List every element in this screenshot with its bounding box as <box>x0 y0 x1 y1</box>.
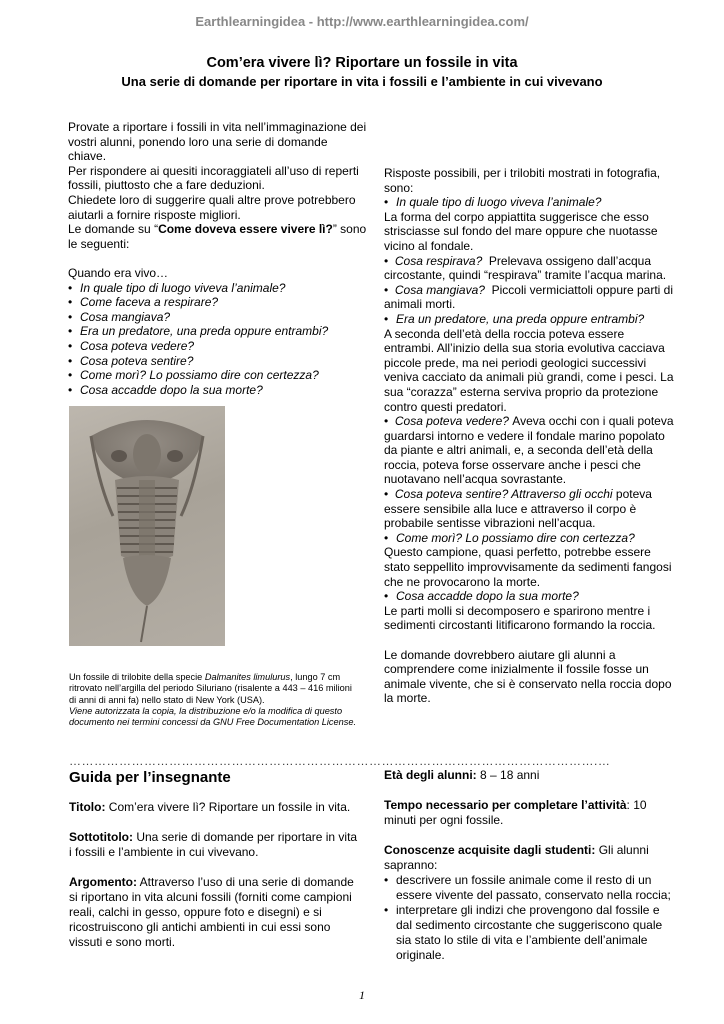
bullet-icon: • <box>68 309 73 324</box>
intro-paragraph: Per rispondere ai quesiti incoraggiateli all’uso di reperti fossili, piuttosto che a fare deduzioni. <box>68 163 359 193</box>
answer-item: • Cosa poteva vedere? Aveva occhi con i quali poteva guardarsi intorno e vedere il fondale marino popolato da piante e altri animali, e, a seconda dell’età della roccia, poteva forse osservare anche i pesci che nuotavano nell’acqua sovrastante. <box>384 414 674 487</box>
bullet-icon: • <box>68 368 73 383</box>
guide-subtitle-field: Sottotitolo: Una serie di domande per riportare in vita i fossili e l’ambiente in cui vivevano. <box>69 830 358 859</box>
bullet-icon: • <box>384 873 389 887</box>
when-alive-label: Quando era vivo… <box>68 265 169 280</box>
intro-paragraph: Le domande su “Come doveva essere vivere lì?” sono le seguenti: <box>68 222 367 251</box>
key-question-bold: Come doveva essere vivere lì? <box>158 222 333 237</box>
intro-paragraph: Chiedete loro di suggerire quali altre prove potrebbero aiutarli a fornire risposte migliori. <box>68 192 356 222</box>
bullet-icon: • <box>68 338 73 353</box>
answers-column <box>384 166 674 706</box>
question-item: • Cosa accadde dopo la sua morte? <box>68 382 263 397</box>
outcome-item: • interpretare gli indizi che provengono dal fossile e dal sedimento circostante che suggeriscono quale sia stato lo stile di vita e l’ambiente dell’animale originale. <box>384 903 663 962</box>
intro-column <box>68 120 368 397</box>
guide-title-field: Titolo: Com’era vivere lì? Riportare un fossile in vita. <box>69 800 351 814</box>
answer-item: • Cosa mangiava? Piccoli vermiciattoli oppure parti di animali morti. <box>384 282 674 312</box>
license-note: Viene autorizzata la copia, la distribuzione e/o la modifica di questo documento nei termini concessi da GNU Free Documentation License. <box>69 705 356 728</box>
guide-left-column <box>69 800 359 965</box>
question-item: • Come morì? Lo possiamo dire con certezza? <box>68 368 319 383</box>
question-item: • Come faceva a respirare? <box>68 295 219 310</box>
bullet-icon: • <box>68 324 73 339</box>
question-item: • Cosa poteva sentire? <box>68 353 194 368</box>
answers-closing: Le domande dovrebbero aiutare gli alunni a comprendere come inizialmente il fossile fosse un animale vivente, che si è conservato nella roccia dopo la morte. <box>384 647 672 706</box>
outcome-item: • descrivere un fossile animale come il resto di un essere vivente del passato, conservato nella roccia; <box>384 873 671 902</box>
teacher-guide-heading: Guida per l’insegnante <box>69 769 231 786</box>
photo-caption: Un fossile di trilobite della specie Dalmanites limulurus, lungo 7 cm ritrovato nell’argilla del periodo Siluriano (risalente a 443 – 416 milioni di anni di anni fa) nello stato di New York (USA). Viene autorizzata la copia, la distribuzione e/o la modifica di questo documento nei termini concessi da GNU Free Documentation License. <box>69 672 359 728</box>
bullet-icon: • <box>384 903 389 917</box>
bullet-icon: • <box>384 487 395 502</box>
site-header: Earthlearningidea - http://www.earthlearningidea.com/ <box>195 14 529 29</box>
bullet-icon: • <box>68 382 73 397</box>
question-item: • In quale tipo di luogo viveva l’animale? <box>68 280 286 295</box>
page-subtitle: Una serie di domande per riportare in vita i fossili e l’ambiente in cui vivevano <box>121 74 603 89</box>
guide-right-column <box>384 768 676 963</box>
answer-question: • Come morì? Lo possiamo dire con certezza? <box>384 530 635 545</box>
answer-question: • In quale tipo di luogo viveva l’animale? <box>384 195 602 210</box>
intro-paragraph: Provate a riportare i fossili in vita nell’immaginazione dei vostri alunni, ponendo loro una serie di domande chiave. <box>68 120 367 164</box>
trilobite-fossil-icon <box>69 406 225 646</box>
answer-text: Le parti molli si decomposero e sparirono mentre i sedimenti circostanti litificarono formando la roccia. <box>384 603 656 633</box>
bullet-icon: • <box>68 295 73 310</box>
answer-question: • Era un predatore, una preda oppure entrambi? <box>384 311 645 326</box>
answer-item: • Cosa poteva sentire? Attraverso gli occhi poteva essere sensibile alla luce e attraverso il corpo è probabile sentisse vibrazioni nell’acqua. <box>384 487 652 531</box>
answer-question: • Cosa accadde dopo la sua morte? <box>384 589 579 604</box>
bullet-icon: • <box>384 414 395 429</box>
bullet-icon: • <box>68 353 73 368</box>
bullet-icon: • <box>384 311 389 326</box>
guide-time-field: Tempo necessario per completare l’attività: 10 minuti per ogni fossile. <box>384 798 647 827</box>
question-item: • Cosa poteva vedere? <box>68 338 195 353</box>
guide-topic-field: Argomento: Attraverso l’uso di una serie di domande si riportano in vita alcuni fossili (forniti come campioni reali, calchi in gesso, oppure foto e disegni) e si ricostruiscono gli antichi ambienti in cui essi sono vissuti e sono morti. <box>69 875 354 949</box>
bullet-icon: • <box>384 530 389 545</box>
guide-outcomes-field: Conoscenze acquisite dagli studenti: Gli alunni sapranno: <box>384 843 649 872</box>
bullet-icon: • <box>384 253 395 268</box>
answer-item: • Cosa respirava? Prelevava ossigeno dall’acqua circostante, quindi “respirava” tramite l’acqua marina. <box>384 253 667 283</box>
species-name: Dalmanites limulurus <box>204 672 291 682</box>
answer-text: La forma del corpo appiattita suggerisce che esso strisciasse sul fondo del mare oppure che nuotasse vicino al fondale. <box>384 209 658 253</box>
bullet-icon: • <box>384 195 389 210</box>
page-number: 1 <box>359 988 365 1002</box>
section-separator: ……………………………………………………………………………………………………………….… <box>69 754 611 766</box>
guide-age-field: Età degli alunni: 8 – 18 anni <box>384 768 540 782</box>
trilobite-photo <box>69 406 225 646</box>
question-item: • Cosa mangiava? <box>68 309 171 324</box>
bullet-icon: • <box>384 282 395 297</box>
answer-text: Questo campione, quasi perfetto, potrebbe essere stato seppellito improvvisamente da sedimenti fangosi che ne provocarono la morte. <box>384 545 672 589</box>
question-item: • Era un predatore, una preda oppure entrambi? <box>68 324 329 339</box>
bullet-icon: • <box>68 280 73 295</box>
answer-text: A seconda dell’età della roccia poteva essere entrambi. All’inizio della sua storia evolutiva cacciava piccole prede, ma nei periodi geologici successivi veniva cacciato da animali più grandi, come i pesci. La sua “corazza” esterna serviva proprio da protezione contro questi predatori. <box>384 326 674 414</box>
bullet-icon: • <box>384 589 389 604</box>
answers-intro: Risposte possibili, per i trilobiti mostrati in fotografia, sono: <box>384 166 661 195</box>
page-title: Com’era vivere lì? Riportare un fossile in vita <box>206 55 518 71</box>
